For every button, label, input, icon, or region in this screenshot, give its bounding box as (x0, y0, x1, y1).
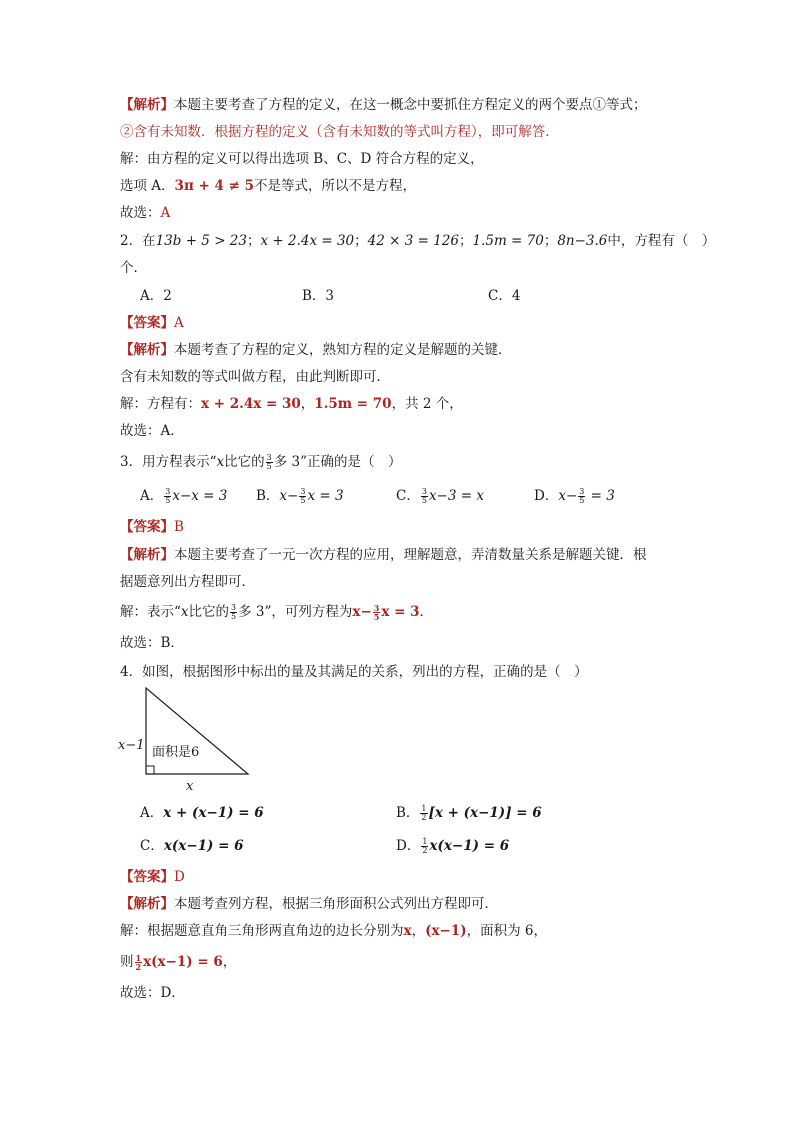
option-d: D．x− $\frac{3}{5}$ = 3 (534, 487, 615, 505)
math-expression: 1.5m = 70 (472, 233, 544, 249)
math-expression: $\frac{1}{2}$ x(x−1) = 6 (135, 953, 223, 972)
math-expression: 13b + 5 > 23 (155, 233, 247, 249)
conclusion-line: 故选：A． (120, 423, 184, 439)
fraction: $\frac{3}{5}$ (266, 453, 272, 471)
analysis-line (120, 95, 647, 115)
option-a: A．x + (x−1) = 6 (140, 805, 264, 821)
question-4-stem: 4．如图，根据图形中标出的量及其满足的关系，列出的方程，正确的是（ ） (120, 664, 588, 680)
solution-line: 选项 A．3π + 4 ≠ 5不是等式，所以不是方程， (120, 178, 417, 194)
right-angle-marker (146, 766, 154, 774)
question-3-stem: 3．用方程表示“x比它的 $\frac{3}{5}$ 多 3”正确的是（ ） (120, 453, 402, 471)
math-expression: x + 2.4x = 30 (201, 396, 301, 412)
analysis-tag: 【解析】 (120, 342, 174, 358)
conclusion-line: 故选：A (120, 205, 171, 221)
analysis-line: ②含有未知数．根据方程的定义（含有未知数的等式叫方程），即可解答． (120, 124, 559, 140)
option-a: A．2 (140, 288, 172, 304)
option-b: B．3 (302, 288, 335, 304)
math-expression: x + 2.4x = 30 (260, 233, 355, 249)
analysis-line: 含有未知数的等式叫做方程，由此判断即可． (120, 369, 390, 385)
analysis-line: 据题意列出方程即可． (120, 574, 255, 590)
solution-line: 解：由方程的定义可以得出选项 B、C、D 符合方程的定义， (120, 151, 484, 167)
analysis-line: 【解析】本题主要考查了一元一次方程的应用，理解题意，弄清数量关系是解题关键．根 (120, 547, 647, 563)
triangle-diagram (116, 686, 256, 792)
answer-tag: 【答案】 (120, 869, 174, 885)
answer-line (120, 313, 184, 333)
base-label: x (186, 779, 194, 792)
triangle-shape (146, 688, 248, 774)
math-expression: 42 × 3 = 126 (367, 233, 459, 249)
question-2-stem-cont: 个． (120, 260, 147, 276)
option-c: C．x(x−1) = 6 (140, 838, 244, 854)
answer-tag: 【答案】 (120, 519, 174, 535)
option-a: A． $\frac{3}{5}$ x−x = 3 (140, 487, 228, 505)
math-expression: 3π + 4 ≠ 5 (174, 178, 255, 194)
option-b: B． $\frac{1}{2}$ [x + (x−1)] = 6 (396, 804, 542, 822)
math-expression: 1.5m = 70 (314, 396, 392, 412)
side-label: x−1 (118, 738, 145, 753)
analysis-tag: 【解析】 (120, 547, 174, 563)
answer-value: B (174, 519, 184, 535)
question-2-stem: 2．在13b + 5 > 23；x + 2.4x = 30；42 × 3 = 126；1.5m = 70；8n−3.6中，方程有（ ） (120, 233, 716, 249)
analysis-text: 本题主要考查了方程的定义，在这一概念中要抓住方程定义的两个要点①等式； (174, 97, 647, 113)
option-c: C．4 (488, 288, 521, 304)
solution-line: 则 $\frac{1}{2}$ x(x−1) = 6， (120, 953, 237, 972)
math-expression: 8n−3.6 (557, 233, 608, 249)
conclusion-line: 故选：D． (120, 985, 185, 1001)
analysis-tag: 【解析】 (120, 97, 174, 113)
answer-line (120, 517, 184, 537)
right-triangle-figure (116, 686, 256, 792)
area-label: 面积是6 (152, 745, 200, 760)
answer-line (120, 867, 185, 887)
analysis-tag: 【解析】 (120, 896, 174, 912)
option-c: C． $\frac{3}{5}$ x−3 = x (396, 487, 484, 505)
solution-line: 解：方程有：x + 2.4x = 30，1.5m = 70，共 2 个， (120, 396, 463, 412)
analysis-line: 【解析】本题考查列方程，根据三角形面积公式列出方程即可． (120, 896, 498, 912)
math-expression: x− $\frac{3}{5}$ x = 3 (352, 603, 420, 622)
answer-value: D (174, 869, 185, 885)
answer-value: A (174, 315, 184, 331)
conclusion-line: 故选：B． (120, 635, 184, 651)
option-b: B．x− $\frac{3}{5}$ x = 3 (256, 487, 344, 505)
solution-line: 解：表示“x比它的 $\frac{3}{5}$ 多 3”，可列方程为x− $\frac{3}{5}$ x = 3． (120, 603, 434, 622)
answer-tag: 【答案】 (120, 315, 174, 331)
solution-line: 解：根据题意直角三角形两直角边的边长分别为x，(x−1)，面积为 6， (120, 923, 547, 939)
analysis-line: 【解析】本题考查了方程的定义，熟知方程的定义是解题的关键． (120, 342, 512, 358)
option-d: D． $\frac{1}{2}$ x(x−1) = 6 (396, 837, 510, 855)
